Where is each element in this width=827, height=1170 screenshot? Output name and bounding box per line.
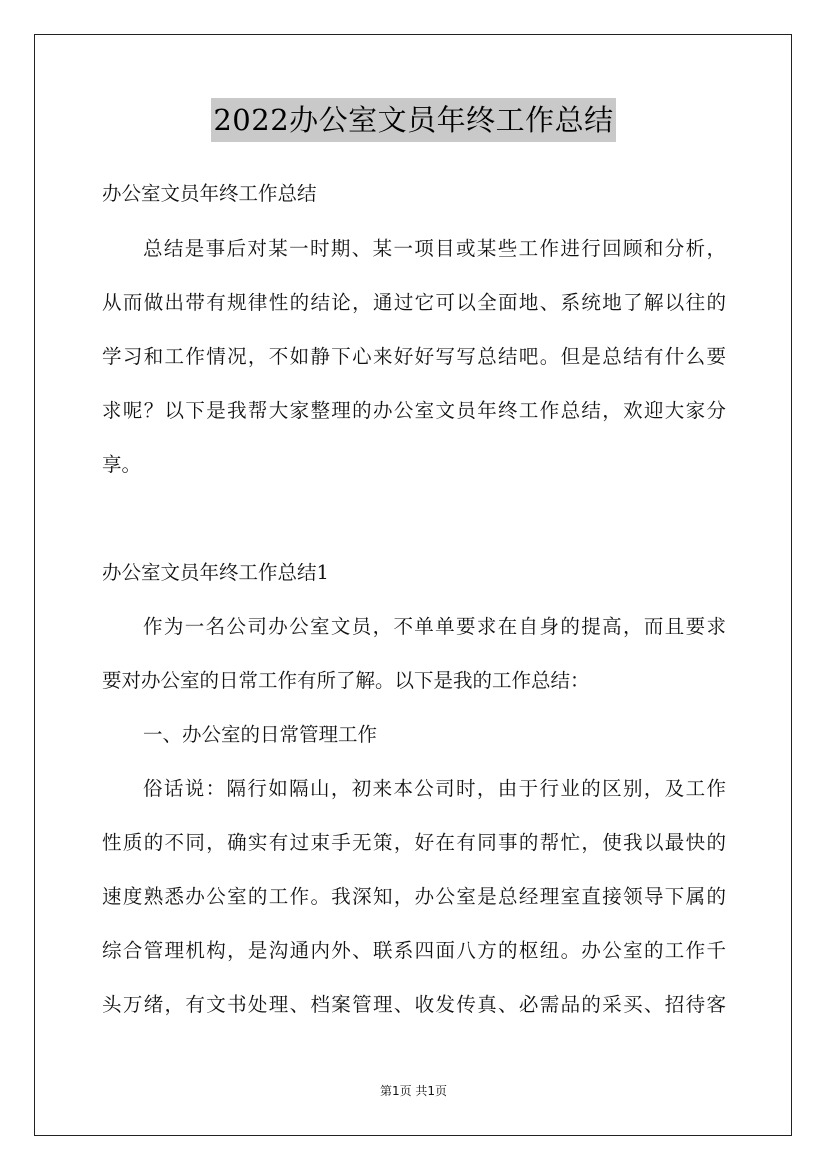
section1-para2-line-4: 综合管理机构，是沟通内外、联系四面八方的枢纽。办公室的工作千 xyxy=(102,939,726,962)
subheading-1: 一、办公室的日常管理工作 xyxy=(143,723,378,746)
intro-line-3: 学习和工作情况，不如静下心来好好写写总结吧。但是总结有什么要 xyxy=(102,345,726,368)
section1-heading: 办公室文员年终工作总结1 xyxy=(102,561,329,584)
intro-line-2: 从而做出带有规律性的结论，通过它可以全面地、系统地了解以往的 xyxy=(102,291,726,314)
document-title: 2022办公室文员年终工作总结 xyxy=(211,98,615,142)
intro-line-5: 享。 xyxy=(102,453,142,476)
page-footer: 第1页 共1页 xyxy=(379,1084,448,1098)
section1-para2-line-1: 俗话说：隔行如隔山，初来本公司时，由于行业的区别，及工作 xyxy=(143,777,726,800)
title-wrap xyxy=(0,98,827,142)
section1-para1-line-1: 作为一名公司办公室文员，不单单要求在自身的提高，而且要求 xyxy=(143,615,726,638)
intro-line-1: 总结是事后对某一时期、某一项目或某些工作进行回顾和分析， xyxy=(143,237,726,260)
document-subtitle: 办公室文员年终工作总结 xyxy=(102,182,317,205)
section1-para1-line-2: 要对办公室的日常工作有所了解。以下是我的工作总结： xyxy=(102,669,590,692)
section1-para2-line-5: 头万绪，有文书处理、档案管理、收发传真、必需品的采买、招待客 xyxy=(102,993,726,1016)
intro-line-4: 求呢？以下是我帮大家整理的办公室文员年终工作总结，欢迎大家分 xyxy=(102,399,726,422)
section1-para2-line-3: 速度熟悉办公室的工作。我深知，办公室是总经理室直接领导下属的 xyxy=(102,885,726,908)
section1-para2-line-2: 性质的不同，确实有过束手无策，好在有同事的帮忙，使我以最快的 xyxy=(102,831,726,854)
